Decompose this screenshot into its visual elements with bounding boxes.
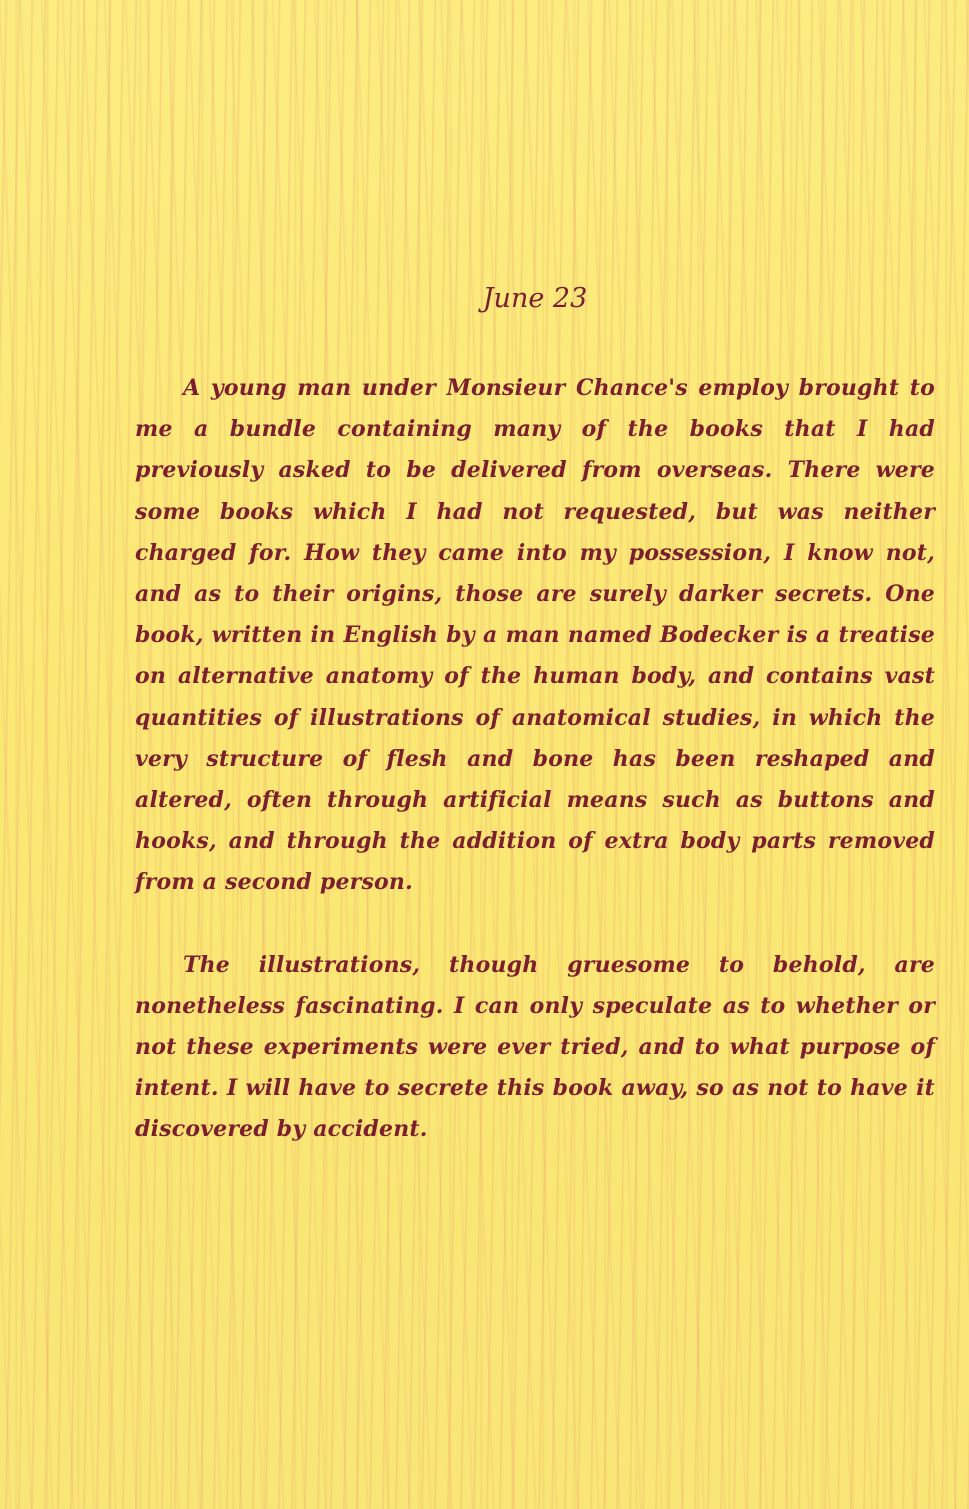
entry-body: [135, 368, 935, 1151]
entry-paragraph-2: The illustrations, though gruesome to behold, are nonetheless fascinating. I can only speculate as to whether or not these experiments were ever tried, and to what purpose of intent. I will have to secrete this book away, so as not to have it discovered by accident.: [135, 951, 935, 1143]
entry-date: June 23: [482, 283, 588, 314]
entry-paragraph-1: A young man under Monsieur Chance's employ brought to me a bundle containing many of the books that I had previously asked to be delivered from overseas. There were some books which I had not requested, but was neither charged for. How they came into my possession, I know not, and as to their origins, those are surely darker secrets. One book, written in English by a man named Bodecker is a treatise on alternative anatomy of the human body, and contains vast quantities of illustrations of anatomical studies, in which the very structure of flesh and bone has been reshaped and altered, often through artificial means such as buttons and hooks, and through the addition of extra body parts removed from a second person.: [135, 375, 935, 896]
